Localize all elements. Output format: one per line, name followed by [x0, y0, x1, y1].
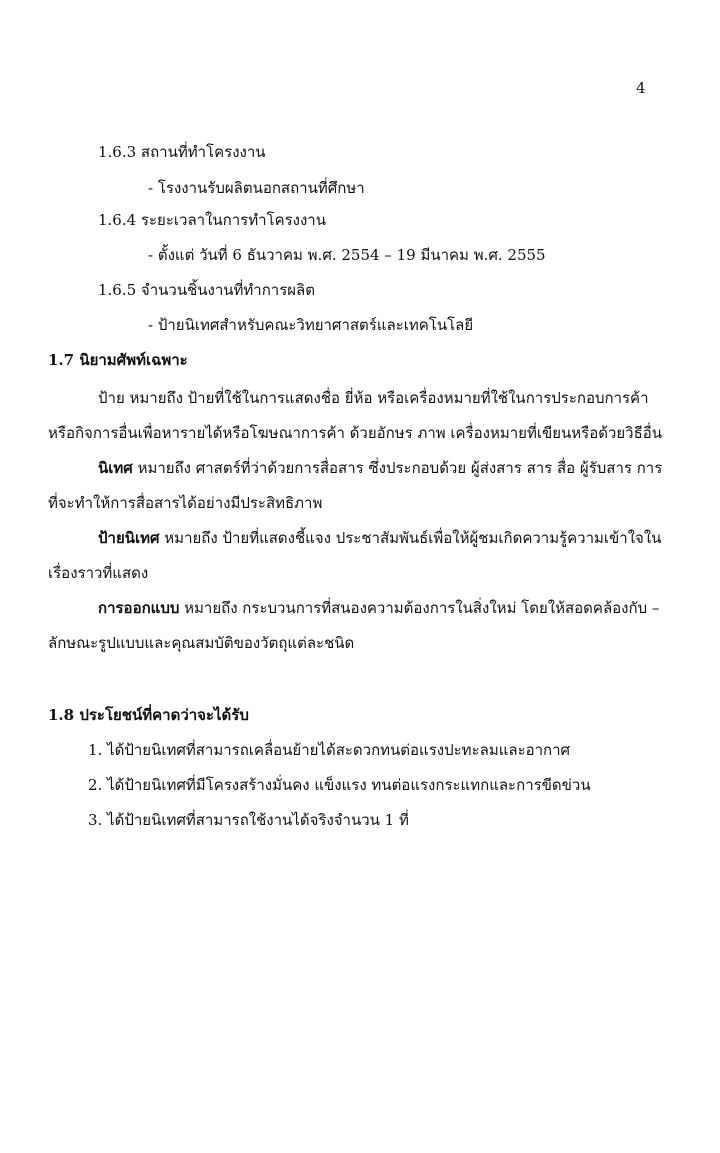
term-2-line-1: [98, 458, 662, 478]
term-1-line-1: ป้าย หมายถึง ป้ายที่ใช้ในการแสดงชื่อ ยี่ห้อ หรือเครื่องหมายที่ใช้ในการประกอบการค้า: [98, 389, 649, 407]
term-4-line-2: ลักษณะรูปแบบและคุณสมบัติของวัตถุแต่ละชนิด: [48, 634, 355, 652]
item-1-6-4-detail: - ตั้งแต่ วันที่ 6 ธันวาคม พ.ศ. 2554 – 19 มีนาคม พ.ศ. 2555: [148, 246, 546, 264]
item-1-6-5-heading: 1.6.5 จำนวนชิ้นงานที่ทำการผลิต: [98, 281, 315, 299]
page-number: 4: [636, 79, 646, 97]
benefit-item-1: 1. ได้ป้ายนิเทศที่สามารถเคลื่อนย้ายได้สะดวกทนต่อแรงปะทะลมและอากาศ: [88, 741, 571, 759]
term-2-word: นิเทศ: [98, 459, 133, 477]
item-1-6-3-detail: - โรงงานรับผลิตนอกสถานที่ศึกษา: [148, 179, 365, 197]
term-2-definition: หมายถึง ศาสตร์ที่ว่าด้วยการสื่อสาร ซึ่งประกอบด้วย ผู้ส่งสาร สาร สื่อ ผู้รับสาร การ: [132, 459, 663, 477]
term-3-line-1: [98, 528, 661, 548]
section-1-8-heading: 1.8 ประโยชน์ที่คาดว่าจะได้รับ: [48, 706, 249, 724]
item-1-6-5-detail: - ป้ายนิเทศสำหรับคณะวิทยาศาสตร์และเทคโนโลยี: [148, 316, 474, 334]
term-3-line-2: เรื่องราวที่แสดง: [48, 564, 149, 582]
term-1-line-2: หรือกิจการอื่นเพื่อหารายได้หรือโฆษณาการค้า ด้วยอักษร ภาพ เครื่องหมายที่เขียนหรือด้วยวิธีอื่น: [48, 424, 663, 442]
benefit-item-3: 3. ได้ป้ายนิเทศที่สามารถใช้งานได้จริงจำนวน 1 ที่: [88, 811, 409, 829]
term-3-definition: หมายถึง ป้ายที่แสดงชี้แจง ประชาสัมพันธ์เพื่อให้ผู้ชมเกิดความรู้ความเข้าใจใน: [159, 529, 662, 547]
item-1-6-3-heading: 1.6.3 สถานที่ทำโครงงาน: [98, 143, 266, 161]
benefit-item-2: 2. ได้ป้ายนิเทศที่มีโครงสร้างมั่นคง แข็งแรง ทนต่อแรงกระแทกและการขีดข่วน: [88, 776, 591, 794]
term-3-word: ป้ายนิเทศ: [98, 529, 160, 547]
item-1-6-4-heading: 1.6.4 ระยะเวลาในการทำโครงงาน: [98, 211, 326, 229]
term-4-definition: หมายถึง กระบวนการที่สนองความต้องการในสิ่งใหม่ โดยให้สอดคล้องกับ –: [179, 599, 660, 617]
term-4-word: การออกแบบ: [98, 599, 180, 617]
term-4-line-1: [98, 598, 659, 618]
section-1-7-heading: 1.7 นิยามศัพท์เฉพาะ: [48, 351, 188, 369]
term-2-line-2: ที่จะทำให้การสื่อสารได้อย่างมีประสิทธิภาพ: [48, 494, 323, 512]
